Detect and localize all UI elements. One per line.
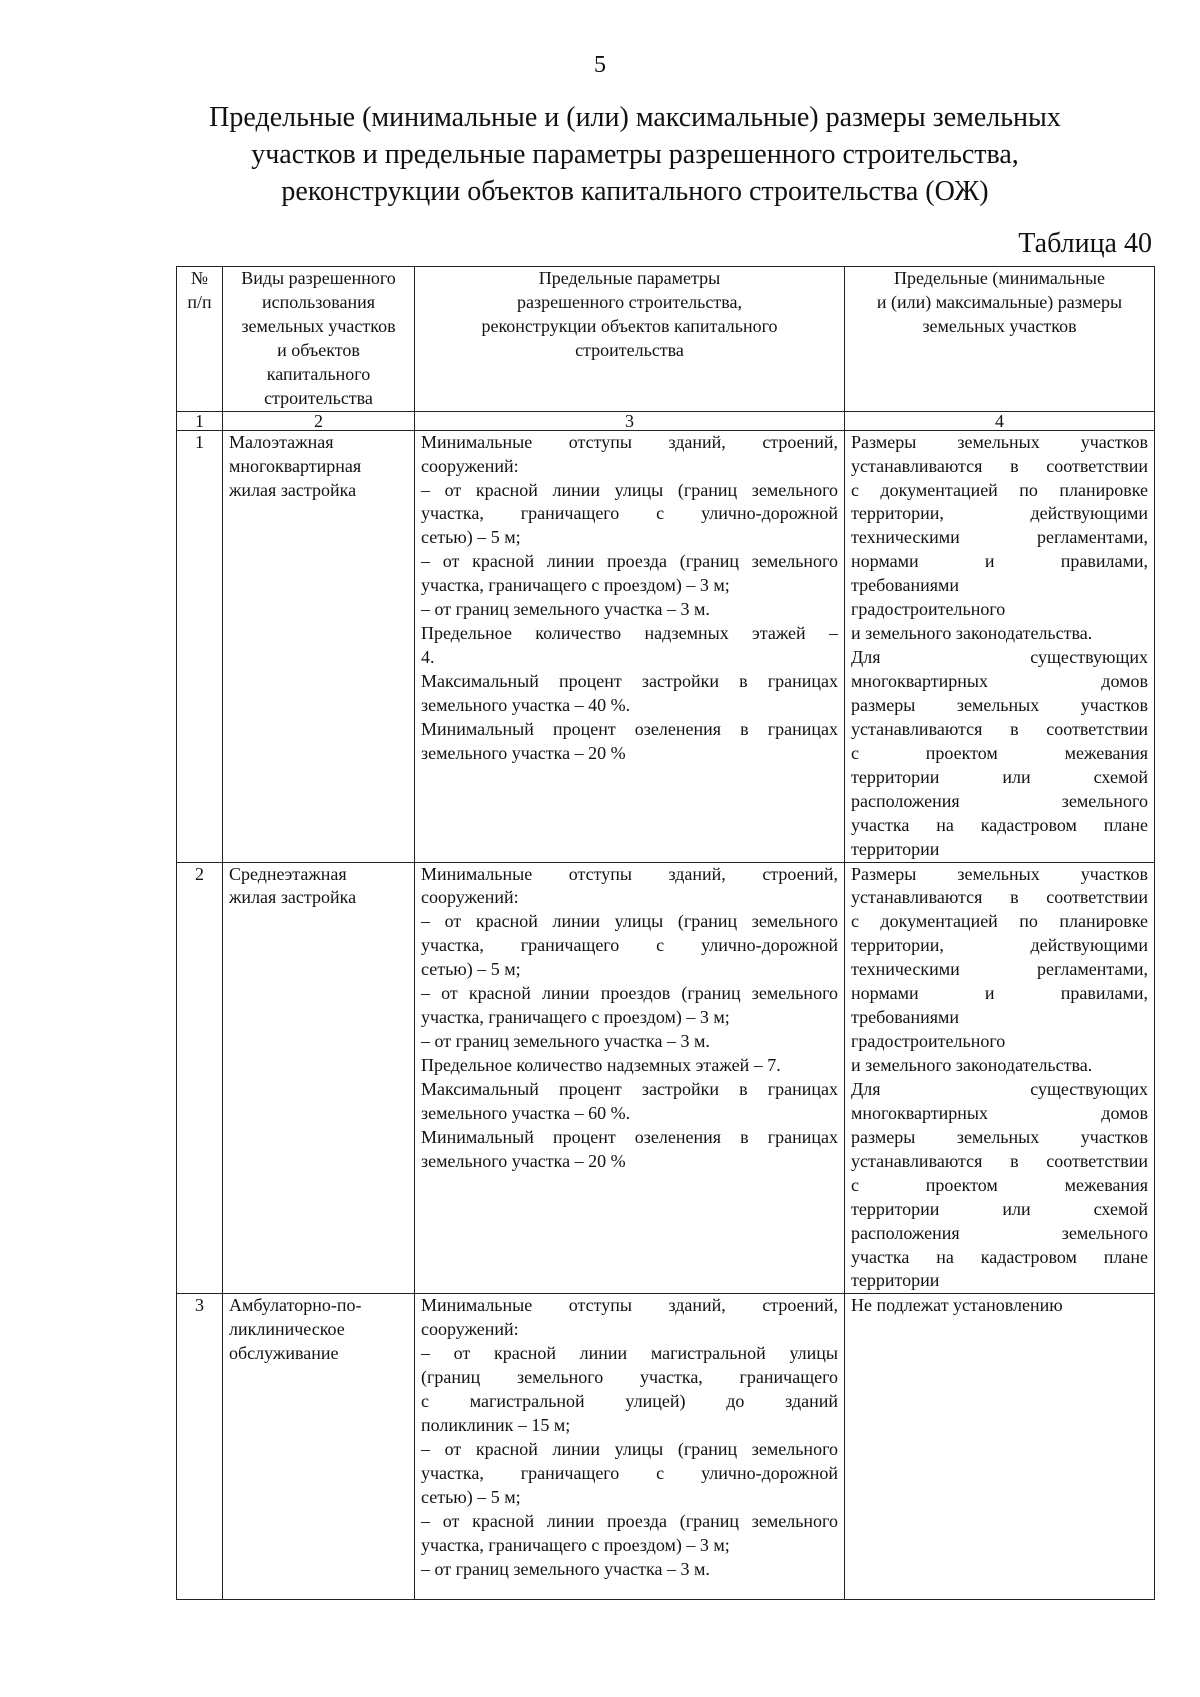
text-line: размеры земельных участков xyxy=(851,1126,1148,1147)
text-line: участка на кадастровом плане xyxy=(851,814,1148,835)
row-number: 2 xyxy=(177,862,223,1294)
text-line: устанавливаются в соответствии xyxy=(851,1150,1148,1171)
text-line: – от границ земельного участка – 3 м. xyxy=(421,599,710,620)
text-line: расположения земельного xyxy=(851,790,1148,811)
text-line: № xyxy=(190,268,209,288)
text-line: участка, граничащего с проездом) – 3 м; xyxy=(421,575,730,596)
text-line: сетью) – 5 м; xyxy=(421,959,521,980)
text-line: участка, граничащего с проездом) – 3 м; xyxy=(421,1007,730,1028)
text-line: нормами и правилами, xyxy=(851,983,1148,1004)
text-line: – от красной линии проезда (границ земельного xyxy=(421,1510,838,1531)
row-kind xyxy=(223,1294,415,1600)
text-line: Предельное количество надземных этажей – xyxy=(421,623,838,644)
row-sizes xyxy=(845,862,1155,1294)
header-kind xyxy=(223,267,415,412)
row-params xyxy=(415,1294,845,1600)
text-line: участка, граничащего с проездом) – 3 м; xyxy=(421,1534,730,1555)
text-line: устанавливаются в соответствии xyxy=(851,887,1148,908)
text-line: Не подлежат установлению xyxy=(851,1295,1063,1316)
text-line: Размеры земельных участков xyxy=(851,863,1148,884)
text-line: поликлиник – 15 м; xyxy=(421,1415,571,1436)
text-line: Максимальный процент застройки в границах xyxy=(421,1078,838,1099)
row-number: 1 xyxy=(177,430,223,862)
text-line: размеры земельных участков xyxy=(851,694,1148,715)
text-line: градостроительного xyxy=(851,599,1006,620)
text-line: Для существующих xyxy=(851,1078,1148,1099)
table-header-row xyxy=(177,267,1155,412)
text-line: с документацией по планировке xyxy=(851,911,1148,932)
table-row xyxy=(177,862,1155,1294)
text-line: сооружений: xyxy=(421,887,519,908)
text-line: 4. xyxy=(421,647,435,668)
title-line: Предельные (минимальные и (или) максимальные) размеры земельных xyxy=(209,102,1061,133)
column-number: 4 xyxy=(845,411,1155,430)
text-line: с магистральной улицей) до зданий xyxy=(421,1391,838,1412)
table-row xyxy=(177,430,1155,862)
text-line: – от границ земельного участка – 3 м. xyxy=(421,1031,710,1052)
text-line: – от красной линии улицы (границ земельного xyxy=(421,911,838,932)
text-line: территории или схемой xyxy=(851,766,1148,787)
text-line: с проектом межевания xyxy=(851,1174,1148,1195)
text-line: – от красной линии проезда (границ земельного xyxy=(421,551,838,572)
row-number: 3 xyxy=(177,1294,223,1600)
text-line: разрешенного строительства, xyxy=(517,291,742,312)
regulations-table xyxy=(176,266,1155,1600)
row-kind xyxy=(223,430,415,862)
text-line: градостроительного xyxy=(851,1031,1006,1052)
column-number: 3 xyxy=(415,411,845,430)
row-params xyxy=(415,862,845,1294)
text-line: сооружений: xyxy=(421,1319,519,1340)
row-kind xyxy=(223,862,415,1294)
text-line: капитального xyxy=(266,363,371,384)
text-line: жилая застройка xyxy=(229,479,357,500)
text-line: техническими регламентами, xyxy=(851,527,1148,548)
header-number xyxy=(177,267,223,412)
text-line: многоквартирная xyxy=(229,455,362,476)
text-line: – от красной линии магистральной улицы xyxy=(421,1343,838,1364)
text-line: земельного участка – 20 % xyxy=(421,742,626,763)
text-line: Максимальный процент застройки в границах xyxy=(421,671,838,691)
text-line: (границ земельного участка, граничащего xyxy=(421,1367,838,1388)
text-line: Предельные параметры xyxy=(538,268,721,288)
text-line: – от красной линии улицы (границ земельного xyxy=(421,1439,838,1459)
text-line: Предельные (минимальные xyxy=(894,268,1105,288)
text-line: требованиями xyxy=(851,575,960,596)
text-line: и объектов xyxy=(277,339,360,360)
text-line: земельного участка – 40 %. xyxy=(421,694,631,715)
row-sizes xyxy=(845,1294,1155,1600)
text-line: нормами и правилами, xyxy=(851,551,1148,572)
header-sizes xyxy=(845,267,1155,412)
text-line: и земельного законодательства. xyxy=(851,1055,1093,1075)
text-line: многоквартирных домов xyxy=(851,1102,1148,1123)
page-title xyxy=(150,100,1120,211)
table-row xyxy=(177,1294,1155,1600)
text-line: сетью) – 5 м; xyxy=(421,527,521,548)
row-sizes xyxy=(845,430,1155,862)
text-line: строительства xyxy=(575,339,684,360)
text-line: земельного участка – 20 % xyxy=(421,1150,626,1171)
text-line: Виды разрешенного xyxy=(241,268,396,288)
table-label: Таблица 40 xyxy=(1018,228,1152,259)
text-line: – от красной линии проездов (границ земельного xyxy=(421,983,838,1004)
text-line: земельных участков xyxy=(922,315,1077,336)
text-line: техническими регламентами, xyxy=(851,959,1148,980)
text-line: Предельное количество надземных этажей – 7. xyxy=(421,1055,781,1075)
text-line: Минимальные отступы зданий, строений, xyxy=(421,431,838,452)
text-line: устанавливаются в соответствии xyxy=(851,455,1148,476)
text-line: Размеры земельных участков xyxy=(851,431,1148,452)
text-line: земельных участков xyxy=(241,315,396,336)
text-line: многоквартирных домов xyxy=(851,671,1148,691)
text-line: территории xyxy=(851,1270,940,1291)
text-line: Для существующих xyxy=(851,647,1148,668)
text-line: использования xyxy=(261,291,375,312)
row-params xyxy=(415,430,845,862)
title-line: реконструкции объектов капитального строительства (ОЖ) xyxy=(281,175,989,207)
text-line: строительства xyxy=(264,387,373,408)
text-line: Минимальные отступы зданий, строений, xyxy=(421,863,838,884)
column-number: 1 xyxy=(177,411,223,430)
text-line: Среднеэтажная xyxy=(229,863,347,884)
text-line: и земельного законодательства. xyxy=(851,623,1093,644)
header-params xyxy=(415,267,845,412)
text-line: участка, граничащего с улично-дорожной xyxy=(421,503,838,524)
text-line: участка, граничащего с улично-дорожной xyxy=(421,1462,838,1483)
text-line: реконструкции объектов капитального xyxy=(481,315,778,336)
text-line: участка на кадастровом плане xyxy=(851,1246,1148,1267)
text-line: обслуживание xyxy=(229,1343,339,1364)
column-numbers-row xyxy=(177,411,1155,430)
text-line: – от красной линии улицы (границ земельного xyxy=(421,479,838,500)
text-line: расположения земельного xyxy=(851,1222,1148,1243)
text-line: сооружений: xyxy=(421,455,519,476)
text-line: территории xyxy=(851,838,940,859)
column-number: 2 xyxy=(223,411,415,430)
text-line: требованиями xyxy=(851,1007,960,1028)
text-line: участка, граничащего с улично-дорожной xyxy=(421,935,838,956)
text-line: ликлиническое xyxy=(229,1319,345,1340)
text-line: Минимальные отступы зданий, строений, xyxy=(421,1295,838,1316)
text-line: устанавливаются в соответствии xyxy=(851,718,1148,739)
text-line: территории, действующими xyxy=(851,503,1148,524)
text-line: и (или) максимальные) размеры xyxy=(876,291,1123,312)
text-line: сетью) – 5 м; xyxy=(421,1486,521,1507)
text-line: с проектом межевания xyxy=(851,742,1148,763)
text-line: территории, действующими xyxy=(851,935,1148,956)
title-line: участков и предельные параметры разрешенного строительства, xyxy=(251,138,1019,170)
text-line: территории или схемой xyxy=(851,1198,1148,1219)
text-line: Минимальный процент озеленения в границах xyxy=(421,1126,838,1147)
text-line: – от границ земельного участка – 3 м. xyxy=(421,1558,710,1579)
text-line: земельного участка – 60 %. xyxy=(421,1102,631,1123)
text-line: Минимальный процент озеленения в границах xyxy=(421,718,838,739)
text-line: Амбулаторно-по- xyxy=(229,1295,362,1316)
text-line: п/п xyxy=(187,291,212,312)
text-line: жилая застройка xyxy=(229,887,357,908)
text-line: Малоэтажная xyxy=(229,431,334,452)
page-number: 5 xyxy=(594,52,606,78)
text-line: с документацией по планировке xyxy=(851,479,1148,500)
